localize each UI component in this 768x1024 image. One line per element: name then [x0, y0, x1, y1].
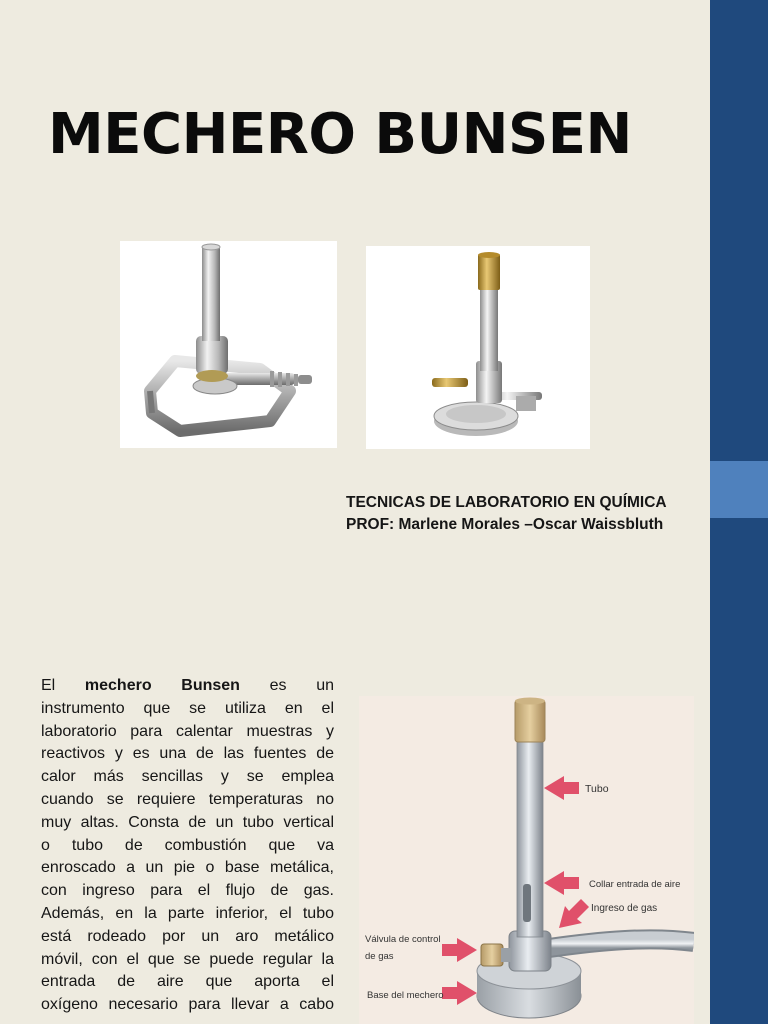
course-info	[346, 492, 667, 536]
description-line: reactivos y es una de las fuentes de	[41, 745, 334, 763]
label-tubo: Tubo	[585, 783, 609, 795]
description-line: calor más sencillas y se emplea	[41, 768, 334, 786]
description-line: instrumento que se utiliza en el	[41, 699, 334, 717]
description-line: oxígeno necesario para llevar a cabo	[41, 996, 334, 1014]
bunsen-burner-photo-2	[366, 246, 590, 449]
description-line: móvil, con el que se puede regular la	[41, 950, 334, 968]
bunsen-burner-diagram	[359, 696, 694, 1024]
label-ingreso: Ingreso de gas	[591, 903, 658, 914]
description-line: muy altas. Consta de un tubo vertical	[41, 813, 334, 831]
label-valvula-1: Válvula de control	[365, 934, 441, 945]
label-valvula-2: de gas	[365, 951, 394, 962]
label-collar: Collar entrada de aire	[589, 879, 681, 890]
bunsen-burner-photo-1	[120, 241, 337, 448]
label-base: Base del mechero	[367, 990, 444, 1001]
description-line: está rodeado por un aro metálico	[41, 927, 334, 945]
mechero-bunsen-bold: mechero Bunsen	[84, 677, 240, 694]
description-line: o tubo de combustión que va	[41, 836, 334, 854]
course-title: TECNICAS DE LABORATORIO EN QUÍMICA	[346, 494, 667, 511]
description-line: Además, en la parte inferior, el tubo	[41, 904, 334, 922]
description-line: entrada de aire que aporta el	[41, 973, 334, 991]
description-line: laboratorio para calentar muestras y	[41, 722, 334, 740]
professors: PROF: Marlene Morales –Oscar Waissbluth	[346, 516, 664, 533]
description-line: con ingreso para el flujo de gas.	[41, 882, 334, 900]
description-paragraph	[41, 675, 334, 1017]
sidebar-accent	[710, 461, 768, 518]
description-line: El mechero Bunsen es un	[41, 677, 334, 694]
slide-title: MECHERO BUNSEN	[48, 102, 632, 167]
description-line: enroscado a un pie o base metálica,	[41, 859, 334, 877]
description-line: cuando se requiere temperaturas no	[41, 790, 334, 808]
